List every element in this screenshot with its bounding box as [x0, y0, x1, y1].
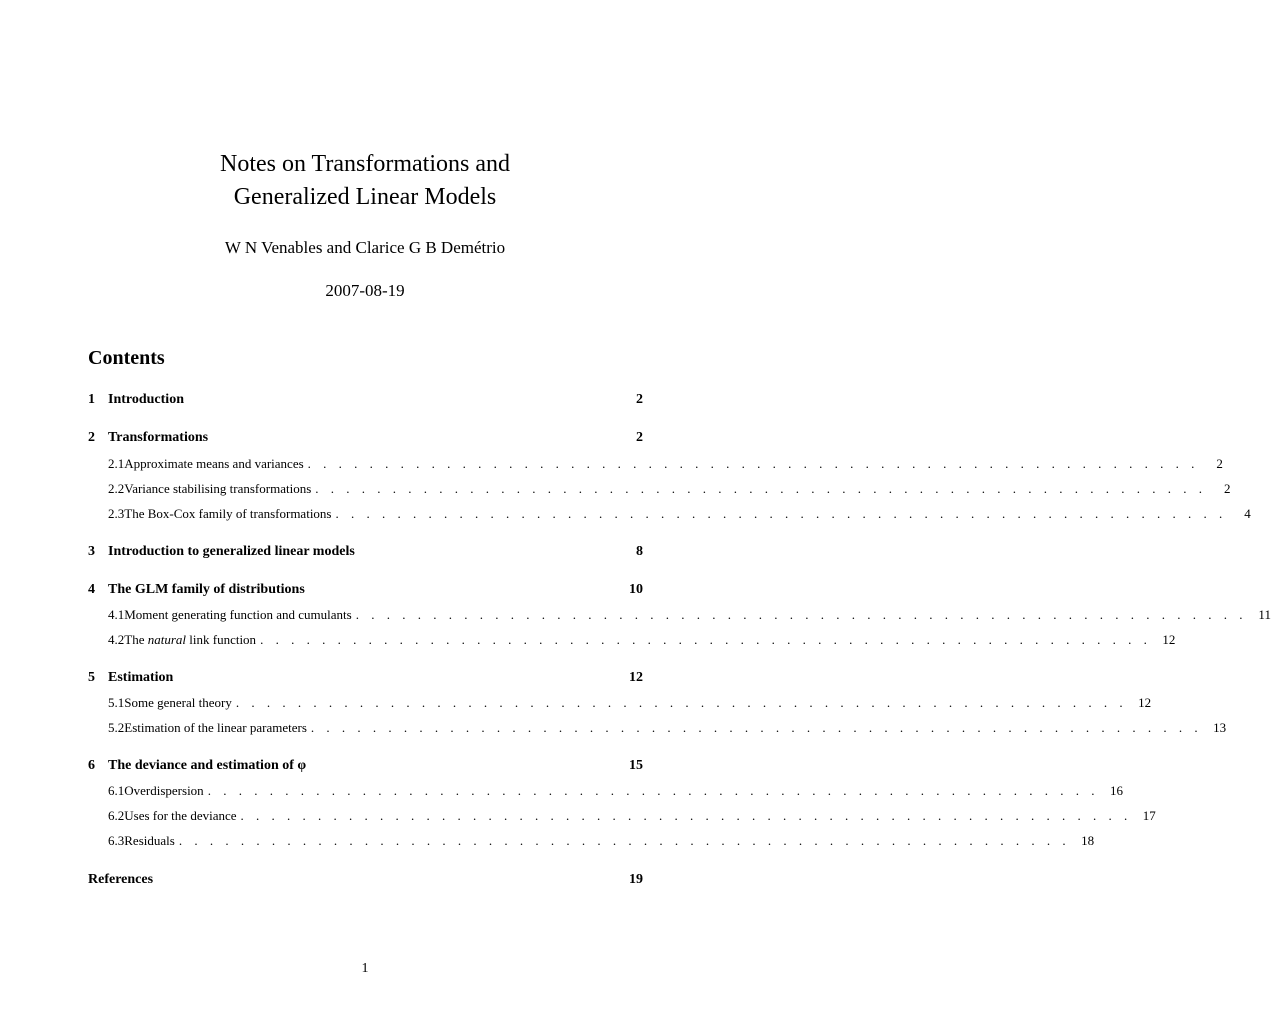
toc-page: 12 [1162, 632, 1176, 647]
toc-title-pre: The [124, 632, 148, 647]
toc-entry-deviance[interactable] [88, 758, 643, 778]
toc-page: 11 [1258, 607, 1271, 622]
toc-entry-residuals[interactable] [108, 833, 1095, 853]
toc-leader-dots: . . . . . . . . . . . . . . . . . . . . . . . . . . . . . . . . . . . . . . . . . . . . . . . . . . . . . . . . . . [355, 607, 1247, 622]
toc-number: 6.3 [108, 833, 125, 848]
toc-number: 2.2 [108, 481, 125, 496]
toc-title: The deviance and estimation of φ [108, 758, 307, 773]
document-title [0, 148, 730, 214]
toc-title: Introduction [108, 392, 184, 407]
toc-entry-intro-glm[interactable] [88, 544, 643, 564]
toc-entry-references[interactable] [88, 872, 643, 892]
toc-leader-dots: . . . . . . . . . . . . . . . . . . . . . . . . . . . . . . . . . . . . . . . . . . . . . . . . . . . . . . . . . . [335, 506, 1227, 521]
toc-page: 16 [1109, 783, 1123, 798]
toc-title: Transformations [108, 430, 209, 445]
toc-page: 12 [1138, 695, 1152, 710]
toc-leader-dots: . . . . . . . . . . . . . . . . . . . . . . . . . . . . . . . . . . . . . . . . . . . . . . . . . . . . . . . . . . [178, 833, 1071, 848]
toc-title: The Box-Cox family of transformations [124, 506, 332, 521]
toc-page: 10 [629, 582, 643, 597]
toc-number: 3 [88, 544, 95, 559]
toc-number: 2.3 [108, 506, 125, 521]
toc-entry-moment-generating[interactable] [108, 607, 1271, 627]
toc-entry-natural-link[interactable] [108, 632, 1176, 652]
toc-number: 2 [88, 430, 95, 445]
toc-number: 5.2 [108, 720, 125, 735]
toc-title: References [88, 872, 154, 887]
toc-number: 6.2 [108, 808, 125, 823]
toc-title: Estimation [108, 670, 174, 685]
page-number: 1 [361, 961, 369, 976]
toc-leader-dots: . . . . . . . . . . . . . . . . . . . . . . . . . . . . . . . . . . . . . . . . . . . . . . . . . . . . . . . . . . [307, 456, 1199, 471]
toc-page: 15 [629, 758, 643, 773]
toc-number: 4.1 [108, 607, 125, 622]
toc-page: 19 [629, 872, 643, 887]
authors: W N Venables and Clarice G B Demétrio [224, 238, 506, 257]
toc-number: 6 [88, 758, 95, 773]
toc-entry-uses-deviance[interactable] [108, 808, 1156, 828]
toc-entry-glm-family[interactable] [88, 582, 643, 602]
title-line-1: Notes on Transformations and [220, 151, 510, 177]
toc-entry-estimation[interactable] [88, 670, 643, 690]
toc-title: Estimation of the linear parameters [124, 720, 307, 735]
toc-page: 2 [636, 392, 643, 407]
toc-entry-overdispersion[interactable] [108, 783, 1123, 803]
toc-title: The GLM family of distributions [108, 582, 305, 597]
toc-title-italic: natural [147, 632, 187, 647]
toc-title-post: link function [186, 632, 257, 647]
toc-leader-dots: . . . . . . . . . . . . . . . . . . . . . . . . . . . . . . . . . . . . . . . . . . . . . . . . . . . . . . . . . . [315, 481, 1207, 496]
toc-entry-introduction[interactable] [88, 392, 643, 412]
toc-entry-general-theory[interactable] [108, 695, 1152, 715]
toc-title: Uses for the deviance [124, 808, 237, 823]
toc-title: Approximate means and variances [124, 456, 304, 471]
toc-page: 8 [636, 544, 643, 559]
toc-title: Some general theory [124, 695, 232, 710]
toc-leader-dots: . . . . . . . . . . . . . . . . . . . . . . . . . . . . . . . . . . . . . . . . . . . . . . . . . . . . . . . . . . [235, 695, 1128, 710]
toc-page: 13 [1213, 720, 1227, 735]
toc-leader-dots: . . . . . . . . . . . . . . . . . . . . . . . . . . . . . . . . . . . . . . . . . . . . . . . . . . . . . . . . . . [240, 808, 1132, 823]
toc-number: 1 [88, 392, 95, 407]
toc-page: 12 [629, 670, 643, 685]
date: 2007-08-19 [325, 281, 405, 300]
toc-page: 18 [1081, 833, 1095, 848]
toc-number: 2.1 [108, 456, 125, 471]
toc-entry-variance-stabilising[interactable] [108, 481, 1231, 501]
toc-number: 6.1 [108, 783, 125, 798]
title-line-2: Generalized Linear Models [233, 184, 497, 210]
toc-title: Overdispersion [124, 783, 204, 798]
toc-entry-transformations[interactable] [88, 430, 643, 450]
toc-title: Introduction to generalized linear models [108, 544, 355, 559]
toc-page: 2 [1216, 456, 1223, 471]
toc-page: 4 [1244, 506, 1251, 521]
toc-title: Residuals [124, 833, 175, 848]
toc-leader-dots: . . . . . . . . . . . . . . . . . . . . . . . . . . . . . . . . . . . . . . . . . . . . . . . . . . . . . . . . . . [260, 632, 1152, 647]
toc-entry-approximate-means[interactable] [108, 456, 1223, 476]
toc-number: 5.1 [108, 695, 125, 710]
toc-leader-dots: . . . . . . . . . . . . . . . . . . . . . . . . . . . . . . . . . . . . . . . . . . . . . . . . . . . . . . . . . . [207, 783, 1099, 798]
toc-number: 4.2 [108, 632, 125, 647]
toc-page: 2 [636, 430, 643, 445]
toc-page: 2 [1224, 481, 1231, 496]
toc-number: 4 [88, 582, 95, 597]
toc-title: Variance stabilising transformations [124, 481, 312, 496]
toc-number: 5 [88, 670, 95, 685]
toc-leader-dots: . . . . . . . . . . . . . . . . . . . . . . . . . . . . . . . . . . . . . . . . . . . . . . . . . . . . . . . . . . [310, 720, 1203, 735]
toc-title [124, 632, 256, 648]
toc-page: 17 [1142, 808, 1156, 823]
toc-title: Moment generating function and cumulants [124, 607, 352, 622]
toc-entry-box-cox[interactable] [108, 506, 1251, 526]
toc-entry-linear-parameters[interactable] [108, 720, 1227, 740]
contents-heading: Contents [88, 347, 165, 369]
